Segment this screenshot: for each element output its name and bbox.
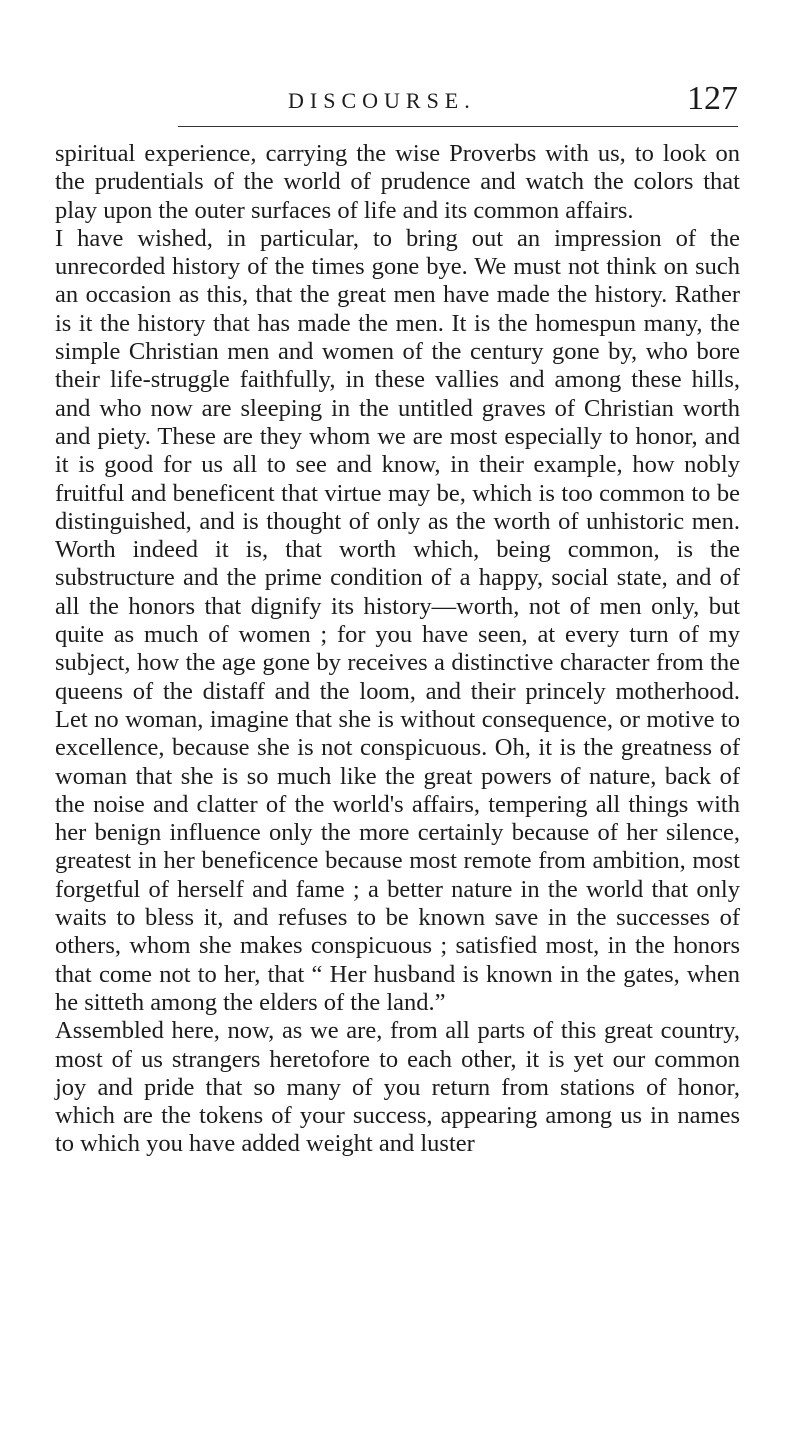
paragraph-assembled: Assembled here, now, as we are, from all parts of this great country, most of us strangers heretofore to each other, it is yet our common joy and pride that so many of you return from stations of honor, which are the tokens of your success, appearing among us in names to which you have added weight and luster (55, 1017, 740, 1158)
page-number: 127 (687, 80, 738, 117)
paragraph-unrecorded-history: I have wished, in particular, to bring out an impression of the unrecorded history of the times gone bye. We must not think on such an occasion as this, that the great men have made the history. Rather is it the history that has made the men. It is the homespun many, the simple Christian men and women of the century gone by, who bore their life-struggle faithfully, in these vallies and among these hills, and who now are sleeping in the untitled graves of Christian worth and piety. These are they whom we are most especially to honor, and it is good for us all to see and know, in their example, how nobly fruitful and beneficent that virtue may be, which is too common to be distinguished, and is thought of only as the worth of unhistoric men. Worth indeed it is, that worth which, being common, is the substructure and the prime condition of a happy, social state, and of all the honors that dignify its history—worth, not of men only, but quite as much of women ; for you have seen, at every turn of my subject, how the age gone by receives a distinctive character from the queens of the distaff and the loom, and their princely motherhood. Let no woman, imagine that she is without consequence, or motive to excellence, because she is not conspicuous. Oh, it is the greatness of woman that she is so much like the great powers of nature, back of the noise and clatter of the world's affairs, tempering all things with her benign influence only the more certainly because of her silence, greatest in her beneficence because most remote from ambition, most forgetful of herself and fame ; a better nature in the world that only waits to bless it, and refuses to be known save in the successes of others, whom she makes conspicuous ; satisfied most, in the honors that come not to her, that “ Her husband is known in the gates, when he sitteth among the elders of the land.” (55, 224, 740, 1016)
body-text (55, 140, 740, 1159)
running-head (178, 82, 738, 122)
running-title: DISCOURSE. (288, 88, 476, 113)
paragraph-continuation: spiritual experience, carrying the wise Proverbs with us, to look on the prudentials of the world of prudence and watch the colors that play upon the outer surfaces of life and its common affairs. (55, 140, 740, 224)
header-rule (178, 126, 738, 127)
